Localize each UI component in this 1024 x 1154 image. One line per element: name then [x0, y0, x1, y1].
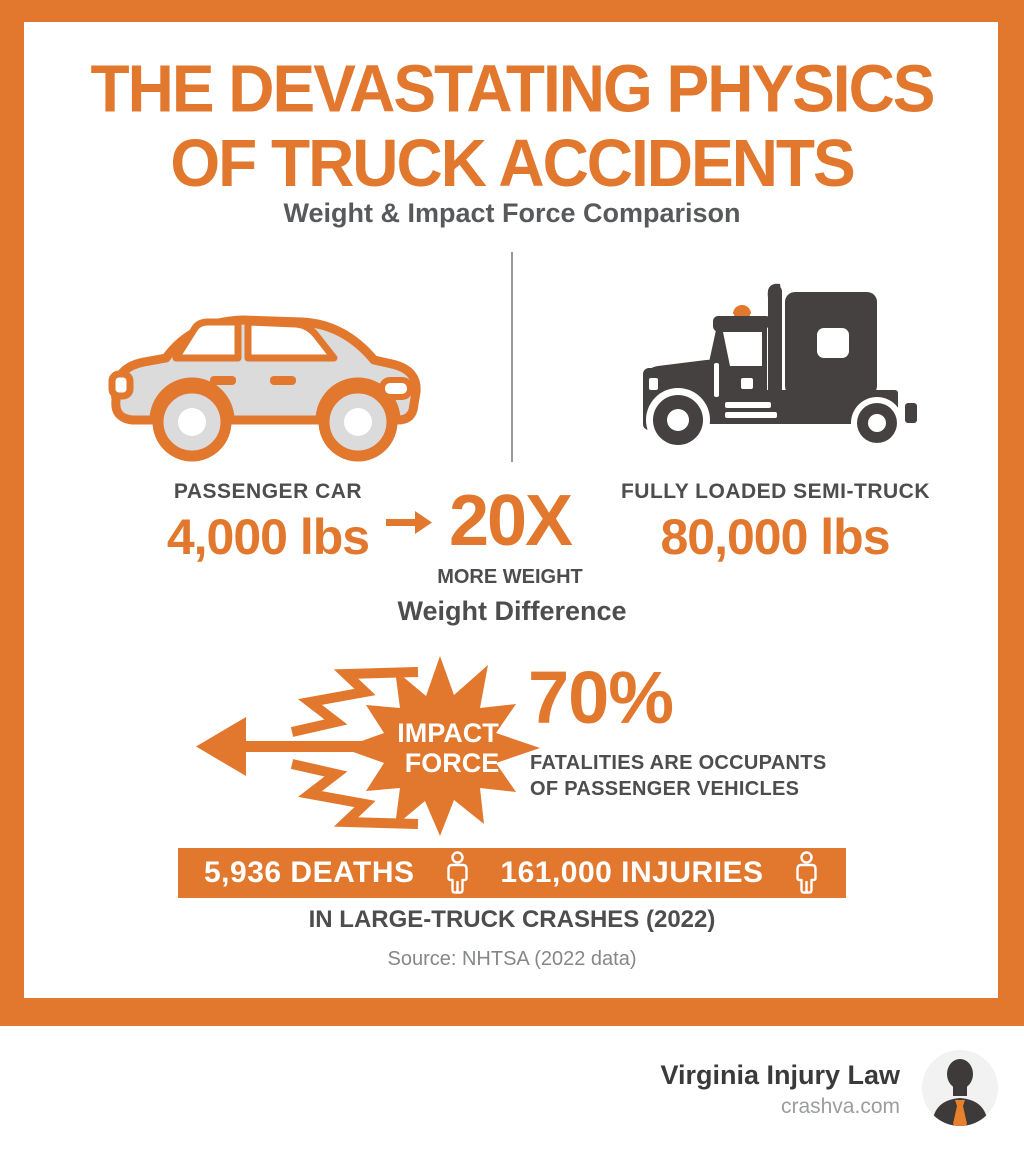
injuries-stat: 161,000 INJURIES [500, 856, 764, 889]
fatality-description-line1: FATALITIES ARE OCCUPANTS [530, 752, 827, 774]
footer-brand-block [660, 1060, 900, 1119]
car-icon [92, 288, 422, 473]
truck-weight: 80,000 lbs [660, 509, 890, 565]
page-subtitle: Weight & Impact Force Comparison [283, 198, 741, 228]
deaths-stat: 5,936 DEATHS [204, 856, 415, 889]
fatality-description [530, 750, 826, 802]
truck-label: FULLY LOADED SEMI-TRUCK [620, 480, 930, 503]
brand-name: Virginia Injury Law [660, 1060, 900, 1090]
weight-difference-label: Weight Difference [397, 596, 627, 626]
weight-multiplier-caption: MORE WEIGHT [437, 566, 583, 588]
page-title-line2: OF TRUCK ACCIDENTS [170, 125, 854, 201]
semi-truck-icon [618, 272, 928, 462]
person-icon [793, 851, 820, 895]
impact-burst-text-line2: FORCE [404, 748, 500, 778]
fatality-description-line2: OF PASSENGER VEHICLES [530, 778, 800, 800]
brand-website: crashva.com [780, 1095, 900, 1118]
person-icon [444, 851, 471, 895]
footnote-context: IN LARGE-TRUCK CRASHES (2022) [308, 906, 716, 933]
page-title-line1: THE DEVASTATING PHYSICS [90, 50, 934, 126]
impact-burst-icon [190, 645, 550, 850]
car-weight: 4,000 lbs [166, 509, 370, 565]
page-title [0, 52, 1024, 201]
attorney-logo-icon [922, 1050, 998, 1126]
car-label: PASSENGER CAR [173, 480, 363, 503]
vertical-divider [511, 252, 513, 462]
fatality-percentage: 70% [528, 656, 674, 739]
impact-burst-text-line1: IMPACT [397, 718, 499, 748]
attorney-silhouette-icon [922, 1050, 998, 1126]
weight-multiplier: 20X [448, 481, 572, 561]
source-attribution: Source: NHTSA (2022 data) [387, 948, 637, 970]
stats-banner [178, 848, 846, 898]
